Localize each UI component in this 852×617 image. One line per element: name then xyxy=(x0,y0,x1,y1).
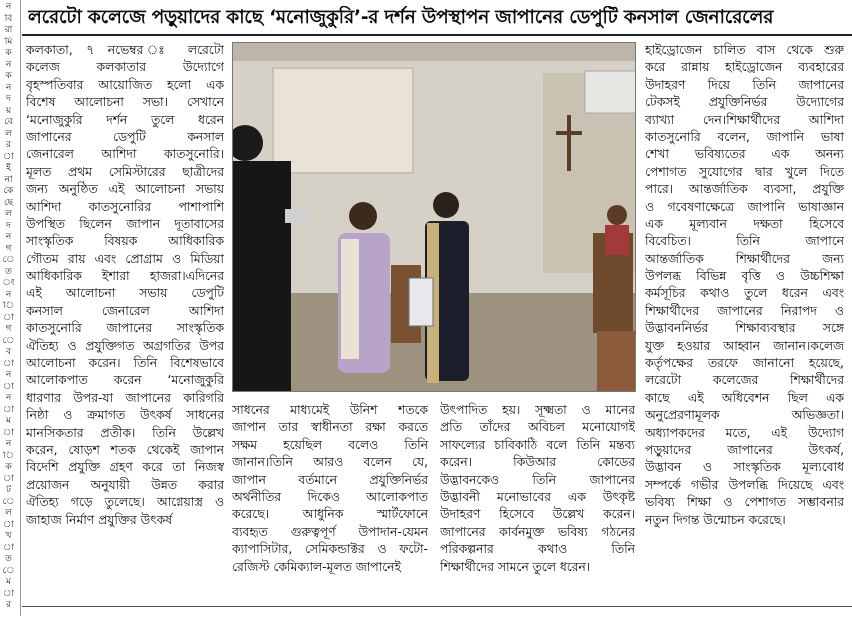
edge-glyph: ন xyxy=(5,370,12,380)
text-line: উপলব্ধ বিভিন্ন বৃত্তি ও উচ্চশিক্ষা xyxy=(645,269,844,284)
edge-glyph: া xyxy=(2,473,15,484)
text-line: আলোচনা করেন। তিনি বিশেষভাবে xyxy=(26,356,224,371)
edge-glyph: ল xyxy=(5,508,12,518)
text-line: উদ্ভাবনী মনোভাবের এক উৎকৃষ্ট xyxy=(440,489,635,504)
text-line: পারে। আন্তর্জাতিক ব্যবসা, প্রযুক্তি xyxy=(645,182,844,197)
edge-glyph: ে xyxy=(2,255,15,265)
text-line: পড়ুয়াদের জাপানের উৎকর্ষ, xyxy=(645,442,844,457)
edge-glyph: ং xyxy=(2,278,15,288)
edge-glyph: দ xyxy=(6,94,11,104)
text-line: অনুপ্রেরণামূলক অভিজ্ঞতা। xyxy=(645,408,844,423)
text-line: সাংস্কৃতিক বিষয়ক আধিকারিক xyxy=(26,234,224,249)
edge-glyph: ট xyxy=(6,485,11,495)
edge-glyph: য় xyxy=(5,105,12,116)
edge-glyph: া xyxy=(2,312,15,323)
text-line: করেন, ষোড়শ শতক থেকেই জাপান xyxy=(26,442,224,457)
edge-glyph: না xyxy=(4,174,13,185)
text-line: এই আলোচনা সভায় ডেপুটি xyxy=(26,286,224,301)
edge-glyph: ব xyxy=(5,347,11,357)
edge-glyph: ন xyxy=(5,393,12,403)
photo-background-person-body xyxy=(605,225,629,255)
edge-glyph: ন xyxy=(5,59,12,70)
photo-cross-vertical xyxy=(567,115,571,171)
photo-background-person-head xyxy=(607,205,627,225)
photo-ceiling xyxy=(233,43,636,61)
photo-wall-board xyxy=(273,68,413,173)
text-line: ধারণার উপর-যা জাপানের কারিগরি xyxy=(26,390,224,405)
edge-glyph: ই xyxy=(6,163,11,173)
text-line: সাফল্যের চাবিকাঠি বলে তিনি মন্তব্য xyxy=(440,437,635,452)
text-line: ঐতিহ্য গড়ে তুলেছে। আগ্নেয়াস্ত্র ও xyxy=(26,495,224,510)
article-column-right xyxy=(645,42,844,529)
edge-glyph: ন xyxy=(5,232,12,242)
news-photo xyxy=(232,42,636,392)
edge-glyph: ক xyxy=(5,71,12,81)
text-line: জাপানের কার্বনমুক্ত ভবিষ্য গঠনের xyxy=(440,524,635,539)
text-line: লরেটো কলেজের শিক্ষার্থীদের xyxy=(645,373,844,388)
edge-glyph: ে xyxy=(2,496,15,507)
text-line: আধিকারিক ইশারা হাজরা।এদিনের xyxy=(26,269,224,284)
text-line: বিশেষ আলোচনা সভা। সেখানে xyxy=(26,95,224,110)
text-line: বৃহস্পতিবার আয়োজিত হলো এক xyxy=(26,77,224,92)
text-line: এক মূল্যবান দক্ষতা হিসেবে xyxy=(645,216,844,231)
edge-glyph: বি xyxy=(4,13,13,24)
text-line: উদ্ভাবনকেও তিনি জাপানের xyxy=(440,472,635,487)
article-column-middle-a xyxy=(232,402,428,576)
text-line: সাধনের মাধ্যমেই উনিশ শতকে xyxy=(232,403,428,417)
text-line: মূলত প্রথম সেমিস্টারের ছাত্রীদের xyxy=(26,164,224,179)
edge-glyph: া xyxy=(2,151,15,162)
photo-camera xyxy=(285,209,309,223)
text-line: প্রতি তাঁদের অবিচল মনোযোগই xyxy=(440,420,635,435)
text-line: প্রয়োজন অনুযায়ী উন্নত করার xyxy=(26,477,224,492)
text-line: শিক্ষার্থীদের সামনে তুলে ধরেন। xyxy=(440,559,591,574)
edge-glyph: গ xyxy=(5,324,12,334)
edge-glyph: ক xyxy=(5,48,12,58)
text-line: উৎপাদিত হয়। সূক্ষ্মতা ও মানের xyxy=(440,403,635,417)
text-line: ঐতিহ্য ও প্রযুক্তিগত অগ্রগতির উপর xyxy=(26,338,224,353)
photo-man-head xyxy=(433,192,459,218)
edge-glyph: ম xyxy=(6,577,11,587)
edge-glyph: া xyxy=(2,381,15,392)
photo-cross-horizontal xyxy=(556,131,582,135)
text-line: অর্থনীতির দিকেও আলোকপাত xyxy=(232,489,428,504)
text-line: আন্তর্জাতিক শিক্ষার্থীদের জন্য xyxy=(645,251,844,266)
text-line: আলোকপাত করেন ‘মনোজুকুরি xyxy=(26,373,224,388)
edge-glyph: া xyxy=(2,588,15,599)
text-line: ব্যাখ্যা দেন।শিক্ষার্থীদের আশিদা xyxy=(645,112,844,127)
edge-glyph: কে xyxy=(3,186,14,196)
edge-glyph: া xyxy=(2,358,15,369)
text-line: পেশাগত সুযোগের দ্বার খুলে দিতে xyxy=(645,164,844,179)
edge-glyph: মি xyxy=(4,36,13,47)
edge-glyph: ক xyxy=(5,462,12,472)
text-line: সক্ষম হয়েছিল বলেও তিনি xyxy=(232,437,428,452)
text-line: ও গবেষণাক্ষেত্রে জাপানি ভাষাজ্ঞান xyxy=(645,199,844,214)
edge-glyph: ন xyxy=(5,2,12,12)
edge-glyph: া xyxy=(2,519,15,530)
text-line: শিক্ষার্থীদের জাপানের নিরাপদ ও xyxy=(645,303,844,318)
text-line: কাছে এই অধিবেশন ছিল এক xyxy=(645,390,844,405)
text-line: অধ্যাপকদের মতে, এই উদ্যোগ xyxy=(645,425,844,440)
text-line: জেনারেল আশিদা কাতসুনোরি। xyxy=(26,147,224,162)
edge-glyph: ন xyxy=(5,439,12,449)
text-line: আশিদা কাতসুনোরির পাশাপাশি xyxy=(26,199,224,214)
article-column-left xyxy=(26,42,224,529)
edge-glyph: া xyxy=(2,427,15,438)
edge-glyph: ম xyxy=(6,416,11,426)
text-line: কর্তৃপক্ষের তরফে জানানো হয়েছে, xyxy=(645,356,844,371)
text-line: হাইড্রোজেন চালিত বাস থেকে শুরু xyxy=(645,43,844,57)
text-line: নতুন দিগন্ত উন্মোচন করেছে। xyxy=(645,512,786,527)
photo-woman-pallu xyxy=(341,239,359,359)
edge-glyph: ে xyxy=(2,335,15,346)
text-line: উপস্থিত ছিলেন জাপান দূতাবাসের xyxy=(26,216,224,231)
text-line: যুক্ত হওয়ার আহ্বান জানান।কলেজ xyxy=(645,338,844,353)
text-line: উদ্ভাবননির্ভর শিক্ষাব্যবস্থার সঙ্গে xyxy=(645,321,844,336)
edge-glyph: রা xyxy=(4,25,13,35)
edge-glyph: খ xyxy=(5,531,12,541)
edge-glyph: বে xyxy=(4,117,13,127)
edge-glyph: ল xyxy=(5,209,12,219)
edge-glyph: গ xyxy=(5,243,12,254)
text-line: কনসাল জেনারেল আশিদা xyxy=(26,303,224,318)
edge-glyph: া xyxy=(2,542,15,553)
edge-glyph: ছে xyxy=(3,197,14,208)
text-line: টেকসই প্রযুক্তিনির্ভর উদ্যোগের xyxy=(645,95,844,110)
edge-glyph: ত xyxy=(5,266,12,277)
text-line: কলকাতা, ৭ নভেম্বর ঃ লরেটো xyxy=(26,43,224,57)
text-line: করেছে। আধুনিক স্মার্টফোনে xyxy=(232,507,428,522)
text-line: বিবেচিত। তিনি জাপানে xyxy=(645,234,844,249)
adjacent-column-edge xyxy=(0,0,21,616)
text-line: উদ্ভাবন ও সাংস্কৃতিক মূল্যবোধ xyxy=(645,460,844,475)
text-line: গৌতম রায় এবং প্রোগ্রাম ও মিডিয়া xyxy=(26,251,224,266)
text-line: বিদেশি প্রযুক্তি গ্রহণ করে তা নিজস্ব xyxy=(26,460,224,475)
text-line: কর্মসূচির কথাও তুলে ধরেন এবং xyxy=(645,286,844,301)
text-line: মানসিকতার প্রতীক। তিনি উল্লেখ xyxy=(26,425,224,440)
edge-glyph: া xyxy=(2,404,15,415)
text-line: শেখা ভবিষ্যতের এক অনন্য xyxy=(645,147,844,162)
edge-glyph: ন xyxy=(5,82,12,93)
edge-glyph: র xyxy=(6,140,11,150)
article-headline: লরেটো কলেজে পড়ুয়াদের কাছে ‘মনোজুকুরি’-র দর্শন উপস্থাপন জাপানের ডেপুটি কনসাল জেনারেলের xyxy=(28,7,774,28)
page-bottom-rule xyxy=(22,606,852,617)
text-line: জন্য অনুষ্ঠিত এই আলোচনা সভায় xyxy=(26,182,224,197)
text-line: কাতসুনোরি জাপানের সাংস্কৃতিক xyxy=(26,321,224,336)
edge-glyph: দ xyxy=(6,220,11,231)
text-line: কলেজ কলকাতার উদ্যোগে xyxy=(26,60,224,75)
article-column-middle-b xyxy=(440,402,635,576)
edge-glyph: ে xyxy=(2,565,15,576)
photo-gift-box xyxy=(409,278,433,326)
edge-glyph: ল xyxy=(5,128,12,139)
text-line: জানান।তিনি আরও বলেন যে, xyxy=(232,455,428,470)
text-line: করে রান্নায় হাইড্রোজেন ব্যবহারের xyxy=(645,60,844,75)
text-line: উদাহরণ দিয়ে তিনি জাপানের xyxy=(645,77,844,92)
text-line: ব্যবহৃত গুরুত্বপূর্ণ উপাদান-যেমন xyxy=(232,524,428,539)
photo-woman-head xyxy=(349,202,377,230)
edge-glyph: র xyxy=(6,600,11,610)
text-line: জাপান তার স্বাধীনতা রক্ষা করতে xyxy=(232,420,428,435)
photo-foreground-chair xyxy=(597,331,636,392)
edge-glyph: ি xyxy=(2,301,14,311)
edge-glyph: ত xyxy=(5,554,12,564)
text-line: জাহাজ নির্মাণ প্রযুক্তির উৎকর্ষ xyxy=(26,512,173,527)
photo-air-conditioner xyxy=(585,71,636,113)
text-line: জাপানের ডেপুটি কনসাল xyxy=(26,129,224,144)
text-line: ক্যাপাসিটার, সেমিকন্ডাক্টর ও ফটো- xyxy=(232,542,428,557)
headline-bar xyxy=(22,0,852,36)
photo-photographer-body xyxy=(233,161,291,392)
text-line: ভবিষ্য শিক্ষা ও পেশাগত সম্ভাবনার xyxy=(645,495,844,510)
text-line: পরিকল্পনার কথাও তিনি xyxy=(440,542,635,557)
text-line: করেন। কিউআর কোডের xyxy=(440,455,635,470)
text-line: ‘মনোজুকুরি দর্শন তুলে ধরেন xyxy=(26,112,224,127)
text-line: জাপান বর্তমানে প্রযুক্তিনির্ভর xyxy=(232,472,428,487)
text-line: রেজিস্ট কেমিক্যাল-মূলত জাপানেই xyxy=(232,559,401,574)
text-line: উদাহরণ হিসেবে উল্লেখ করেন। xyxy=(440,507,635,522)
text-line: সম্পর্কে গভীর উপলব্ধি দিয়েছে এবং xyxy=(645,477,844,492)
edge-glyph: ন xyxy=(5,289,12,300)
text-line: কাতসুনোরি বলেন, জাপানি ভাষা xyxy=(645,129,844,144)
text-line: নিষ্ঠা ও ক্রমাগত উৎকর্ষ সাধনের xyxy=(26,408,224,423)
edge-glyph: ি xyxy=(2,450,14,461)
